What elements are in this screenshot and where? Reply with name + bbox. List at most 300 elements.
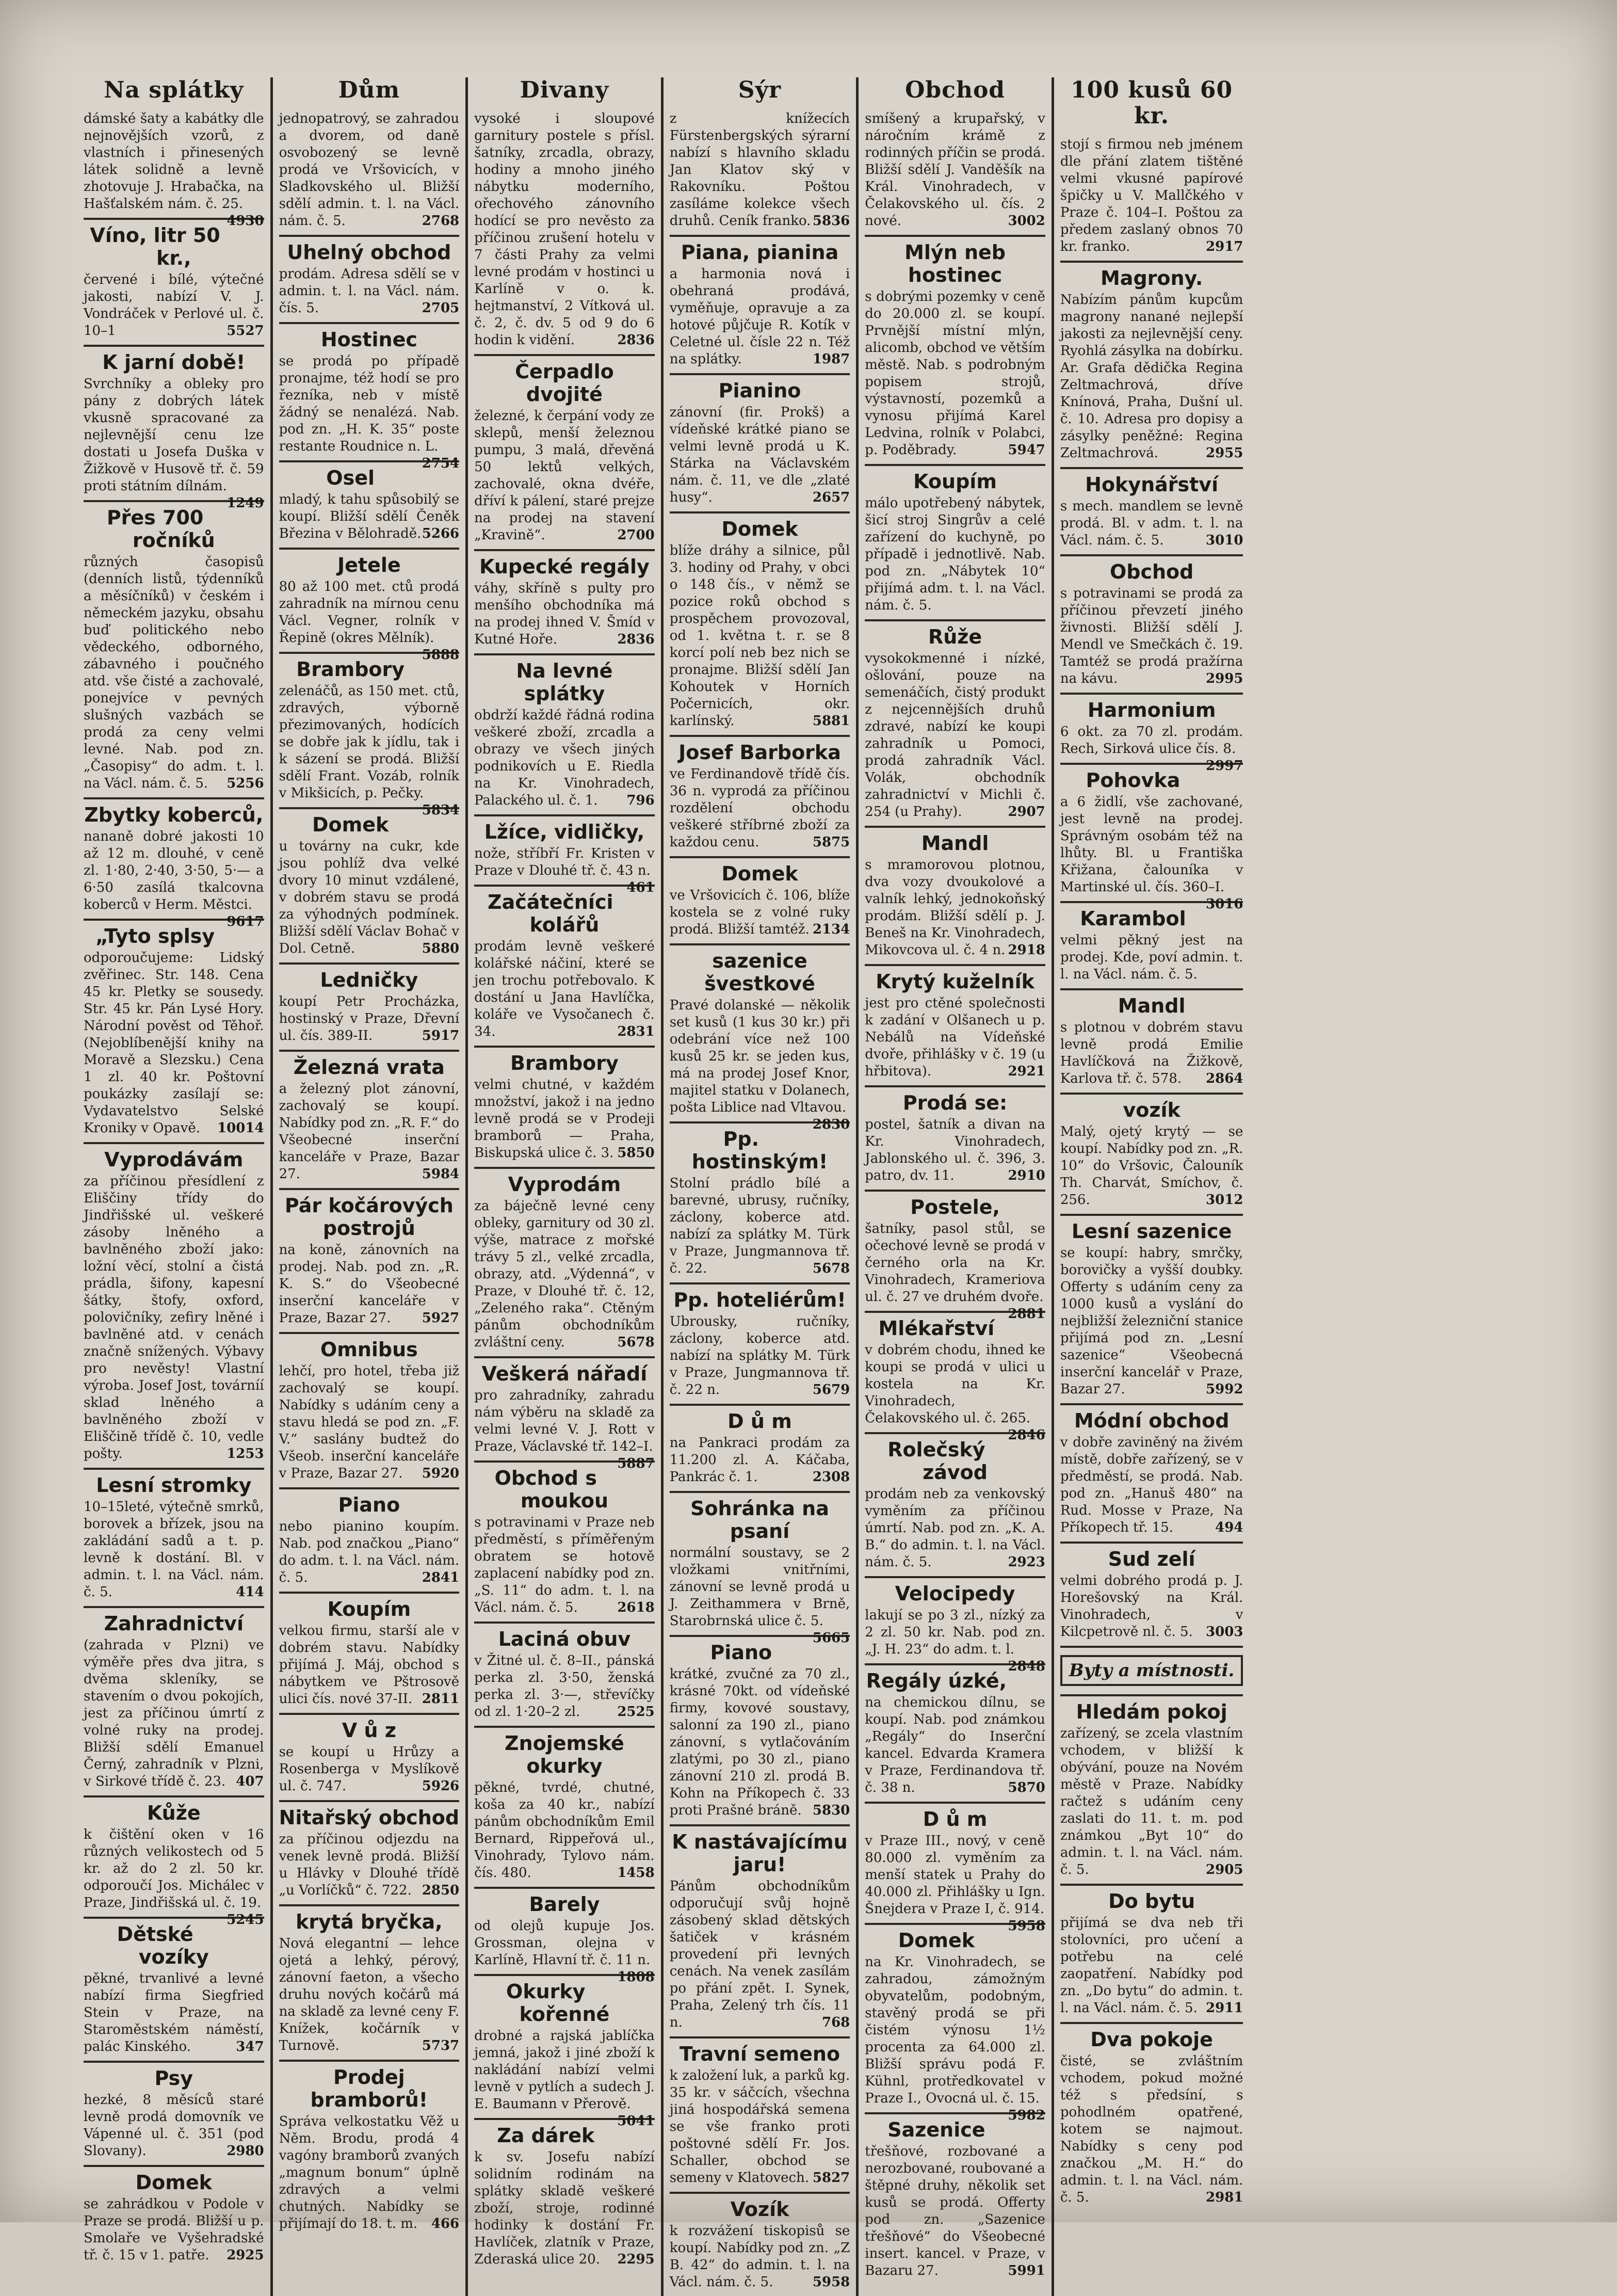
ad-body: normální soustavy, se 2 vložkami vnitřními, zánovní se levně prodá u J. Zeithammera v Brně, Starobrnská ulice č. 5. — [669, 1545, 850, 1629]
classified-ad — [474, 1358, 655, 1471]
ad-title: Hokynářství — [1085, 473, 1219, 496]
ad-body: a harmonia nová i obehraná prodává, vyměňuje, opravuje a za hotové půjčuje R. Kotík v Celetné ul. čísle 22 n. Též na splátky. — [669, 266, 850, 367]
ad-body: málo upotřebený nábytek, šicí stroj Singrův a celé zařízení do kuchyně, po případě i jednotlivě. Nab. pod zn. „Nábytek 10“ přijímá adm. t. l. na Václ. nám. č. 5. — [865, 495, 1045, 613]
ad-body: se koupí: habry, smrčky, borovičky a vyšší doubky. Offerty s udáním ceny za 1000 kusů a vyslání do nejbližší železniční stanice přijímá pod zn. „Lesní sazenice“ Všeobecná inserční kancelář v Praze, Bazar 27. — [1060, 1245, 1243, 1397]
ad-number: 2997 — [1206, 758, 1243, 774]
classified-ad — [1060, 263, 1243, 469]
ad-body: k čištění oken v 16 různých velikostech od 5 kr. až do 2 zl. 50 kr. odporoučí Jos. Michálec v Praze, Jindřišská ul. č. 19. — [84, 1827, 264, 1910]
ad-title: Vozík — [730, 2198, 789, 2221]
classified-ad — [1060, 469, 1243, 556]
ad-text — [279, 353, 460, 471]
ad-text — [279, 1744, 460, 1795]
classified-ad — [279, 1190, 460, 1334]
ad-body: váhy, skříně s pulty pro menšího obchodníka má na prodej ihned V. Šmíd v Kutné Hoře. — [474, 581, 655, 647]
ad-number: 5041 — [617, 2113, 655, 2129]
ad-text — [865, 857, 1045, 959]
classified-ad — [279, 1334, 460, 1489]
ad-text — [279, 1935, 460, 2054]
classified-ad — [84, 106, 264, 229]
ad-title: Obchod — [1109, 560, 1194, 583]
ad-body: pěkné, trvanlivé a levné nabízí firma Siegfried Stein v Praze, na Staroměstském náměstí, palác Kinského. — [84, 1971, 264, 2054]
ad-text — [670, 404, 850, 506]
ad-text — [474, 110, 655, 349]
ad-body: prodám levně veškeré kolářské náčiní, které se jen trochu potřebovalo. K dostání u Jana Havlíčka, koláře ve Vysočanech č. 34. — [474, 939, 655, 1039]
ad-body: pěkné, tvrdé, chutné, koša za 40 kr., nabízí pánům obchodníkům Emil Bernard, Rippeřová ul., Vinohrady, Tylovo nám. čís. 480. — [474, 1780, 655, 1881]
classified-ad — [279, 462, 460, 550]
classified-ad — [1060, 1886, 1243, 2024]
ad-number: 5984 — [422, 1166, 460, 1182]
classified-ad — [84, 1144, 264, 1470]
ad-text — [279, 579, 460, 663]
ad-number: 2905 — [1206, 1862, 1243, 1877]
ad-number: 5880 — [422, 941, 460, 956]
ad-title: Karambol — [1080, 907, 1186, 930]
ad-title: Mlékařství — [878, 1317, 995, 1340]
ad-text — [474, 1652, 655, 1721]
ad-text — [865, 1221, 1045, 1322]
classified-ad — [474, 106, 655, 356]
ad-body: s mech. mandlem se levně prodá. Bl. v adm. t. l. na Václ. nám. č. 5. — [1060, 499, 1243, 548]
ad-title: Kupecké regály — [479, 555, 650, 578]
classified-ad — [84, 1797, 264, 1928]
ad-title: sazenice švestkové — [704, 950, 815, 995]
ad-title: Jetele — [337, 554, 401, 576]
classified-ad — [865, 1804, 1045, 1934]
classified-ad — [84, 220, 264, 347]
ad-body: blíže dráhy a silnice, půl 3. hodiny od Prahy, v obci o 148 čís., v němž se pozice roků obchod s prospěchem provozoval, od 1. května t. r. se 8 korcí polí neb bez nich se pronajme. Bližší sdělí Jan Kohoutek v Horních Počernicích, okr. karlínský. — [669, 543, 850, 729]
classified-ad — [84, 347, 264, 511]
classified-ad — [474, 1728, 655, 1889]
ad-title: Osel — [326, 467, 375, 489]
ad-text — [670, 2067, 850, 2187]
ad-body: s plotnou v dobrém stavu levně prodá Emilie Havlíčková na Žižkově, Karlova tř. č. 578. — [1060, 1020, 1243, 1086]
classified-ad — [84, 799, 264, 929]
classified-ad — [865, 1434, 1045, 1578]
ad-number: 5679 — [812, 1382, 850, 1398]
ad-title: Železná vrata — [293, 1056, 445, 1079]
classified-ad — [670, 513, 850, 737]
ad-body: k rozvážení tiskopisů se koupí. Nabídky pod zn. „Z B. 42“ do admin. t. l. na Václ. nám. č. 5. — [669, 2223, 850, 2290]
ad-number: 2925 — [227, 2247, 264, 2263]
ad-number: 1249 — [227, 495, 264, 511]
ad-text — [1060, 585, 1243, 687]
ad-text — [1060, 292, 1243, 462]
ad-title: krytá bryčka, — [296, 1910, 443, 1933]
ad-text — [1060, 724, 1243, 774]
classified-ad — [279, 654, 460, 818]
classified-ad — [1060, 1696, 1243, 1886]
ad-body: železné, k čerpání vody ze sklepů, menší železnou pumpu, 3 malá, dřevěná 50 lektů velkých, zachovalé, okna dvéře, dříví k pálení, staré prejze na prodej na stavení „Kravině“. — [474, 408, 655, 543]
classified-ad — [865, 1087, 1045, 1192]
classified-ad — [670, 858, 850, 945]
ad-title: Přes 700 ročníků — [106, 506, 215, 552]
ad-body: jest pro ctěné společnosti k zadání v Olšanech u p. Nebálů na Vídeňské dvoře, přihlášky v č. 19 (u hřbitova). — [865, 996, 1045, 1079]
ad-text — [865, 1342, 1045, 1443]
classified-ad — [1060, 1216, 1243, 1405]
ad-number: 768 — [822, 2015, 850, 2030]
ad-title: Domek — [135, 2171, 212, 2194]
classified-ad — [865, 828, 1045, 966]
ad-title: Sohránka na psaní — [690, 1497, 829, 1543]
classified-ad — [1060, 1544, 1243, 1648]
ad-body: za příčinou přesídlení z Eliščiny třídy do Jindřišské ul. veškeré zásoby lněného a bavlněného zboží jako: ložní věcí, stolní a čistá prádla, šifony, kapesní šátky, štofy, oxford, polovičníky, zefiry lněné i bavlněné atd. v cenách značně snížených. Výbavy pro nevěsty! Vlastní výroba. Josef Jost, továrníí sklad lněného a bavlněného zboží v Eliščině třídě č. 10, vedle pošty. — [84, 1174, 264, 1462]
classified-ad — [670, 237, 850, 375]
ad-body: se prodá po případě pronajme, též hodí se pro řezníka, neb v místě žádný se nenalézá. Nab. pod zn. „H. K. 35“ poste restante Roudnice n. L. — [279, 354, 460, 454]
ad-text — [670, 1435, 850, 1486]
ad-text — [1060, 794, 1243, 912]
ad-body: pro zahradníky, zahradu nám výběru na skladě za velmi levné V. J. Rott v Praze, Václavské tř. 142–I. — [474, 1388, 655, 1454]
ad-body: jednopatrový, se zahradou a dvorem, od daně osvobozený se levně prodá ve Vršovicích, v Sladkovského ul. Bližší sdělí admin. t. l. na Václ. nám. č. 5. — [279, 111, 460, 229]
ad-number: 5870 — [1008, 1780, 1045, 1795]
ad-number: 5958 — [812, 2274, 850, 2290]
ad-number: 5947 — [1008, 442, 1045, 458]
ad-text — [84, 271, 264, 340]
ad-number: 2811 — [422, 1691, 460, 1707]
ad-title: Okurky kořenné — [506, 1980, 610, 2026]
ad-text — [670, 2223, 850, 2291]
ad-title: Módní obchod — [1074, 1409, 1230, 1432]
classified-ad — [865, 106, 1045, 237]
ad-title: Harmonium — [1087, 699, 1216, 721]
ad-number: 494 — [1215, 1520, 1243, 1535]
ad-text — [84, 376, 264, 511]
ad-body: na Pankraci prodám za 11.200 zl. A. Káčaba, Pankrác č. 1. — [669, 1435, 850, 1485]
ad-body: 6 okt. za 70 zl. prodám. Rech, Sirková ulice čís. 8. — [1060, 724, 1243, 757]
ad-title: Růže — [928, 625, 982, 648]
ad-title: Piano — [338, 1494, 400, 1516]
ad-text — [474, 707, 655, 809]
classified-ad — [279, 2062, 460, 2238]
ad-text — [865, 995, 1045, 1080]
ad-body: nananě dobré jakosti 10 až 12 m. dlouhé, v ceně zl. 1·80, 2·40, 3·50, 5·— a 6·50 zasílá tkalcovna koberců v Herm. Městci. — [84, 829, 264, 912]
ad-text — [1060, 1019, 1243, 1087]
ad-title: Prodej bramborů! — [310, 2066, 428, 2111]
ad-body: s dobrými pozemky v ceně do 20.000 zl. se koupí. Prvnější místní mlýn, alicomb, obchod ve větším městě. Nab. s podrobným popisem strojů, výstavností, pozemků a vynosu přijímá Karel Ledvina, rolník v Polabci, p. Poděbrady. — [865, 289, 1045, 458]
ad-text — [279, 993, 460, 1045]
ad-body: Ubrousky, ručníky, záclony, koberce atd. nabízí na splátky M. Türk v Praze, Jungmannova tř. č. 22 n. — [669, 1314, 850, 1398]
ad-title: Pp. hostinským! — [691, 1128, 828, 1173]
ad-title: Domek — [721, 518, 798, 540]
ad-number: 5917 — [422, 1028, 460, 1043]
ad-title: Nitařský obchod — [279, 1806, 460, 1829]
ad-text — [865, 288, 1045, 459]
ad-body: hezké, 8 měsíců staré levně prodá domovník ve Vápenné ul. č. 351 (pod Slovany). — [84, 2092, 264, 2159]
ad-body: se zahrádkou v Podole v Praze se prodá. Bližší u p. Smolaře ve Vyšehradské tř. č. 15 v 1. patře. — [84, 2196, 264, 2263]
ad-number: 5830 — [812, 1803, 850, 1818]
ad-number: 2955 — [1206, 445, 1243, 461]
classified-ad — [84, 1470, 264, 1608]
ad-number: 2768 — [422, 213, 460, 229]
classified-ad — [474, 1169, 655, 1358]
ad-title: Obchod s moukou — [494, 1467, 608, 1512]
ad-title: Mlýn neb hostinec — [904, 241, 1006, 286]
ad-text — [279, 1242, 460, 1327]
ad-body: 80 až 100 met. ctů prodá zahradník na mírnou cenu Václ. Vegner, rolník v Řepině (okres Mělník). — [279, 579, 460, 646]
ad-text — [84, 1826, 264, 1928]
classified-ad — [865, 966, 1045, 1087]
ad-text — [670, 542, 850, 730]
ad-text — [279, 1831, 460, 1899]
ad-number: 3002 — [1008, 213, 1045, 229]
ad-body: prodám neb za venkovský vyměním za příčinou úmrtí. Nab. pod zn. „K. A. B.“ do admin. t. l. na Václ. nám. č. 5. — [865, 1486, 1045, 1570]
ad-title: Domek — [312, 813, 389, 836]
ad-title: Za dárek — [497, 2124, 595, 2147]
classified-ad — [279, 1052, 460, 1190]
ad-text — [279, 1518, 460, 1586]
ad-body: přijímá se dva neb tři stolovníci, pro učení a potřebu na celé zaopatření. Nabídky pod zn. „Do bytu“ do admin. t. l. na Václ. nám. č. 5. — [1060, 1915, 1243, 2016]
ad-title: Na levné splátky — [516, 660, 613, 705]
ad-body: prodám. Adresa sdělí se v admin. t. l. na Václ. nám. čís. 5. — [279, 266, 460, 316]
column-6 — [1054, 77, 1250, 2296]
classified-ad — [474, 887, 655, 1048]
ad-title: Prodá se: — [902, 1091, 1008, 1114]
ad-title: Postele, — [910, 1196, 1000, 1218]
ad-number: 3003 — [1206, 1624, 1243, 1640]
ad-body: za příčinou odjezdu na venek levně prodá. Bližší u Hlávky v Dlouhé třídě „u Vorlíčků“ č. 722. — [279, 1832, 460, 1898]
classified-ad — [84, 2167, 264, 2269]
ad-number: 2657 — [812, 490, 850, 505]
ad-title: Kůže — [147, 1802, 201, 1824]
ad-text — [1060, 1434, 1243, 1536]
ad-body: s potravinami v Praze neb předměstí, s příměřeným obratem se hotově zaplacení nabídky pod zn. „S. 11“ do adm. t. l. na Václ. nám. č. 5. — [474, 1515, 655, 1615]
ad-number: 5926 — [422, 1778, 460, 1794]
ad-body: nebo pianino koupím. Nab. pod značkou „Piano“ do adm. t. l. na Václ. nám. č. 5. — [279, 1519, 460, 1585]
ad-text — [474, 1077, 655, 1162]
ad-title: Sazenice — [887, 2118, 985, 2141]
classified-ad — [279, 965, 460, 1052]
ad-body: obdrží každé řádná rodina veškeré zboží, zrcadla a obrazy ve všech jiných podnikovích u E. Riedla na Kr. Vinohradech, Palackého ul. č. 1. — [474, 708, 655, 808]
ad-number: 2921 — [1008, 1064, 1045, 1079]
ad-text — [1060, 1123, 1243, 1209]
ad-number: 3012 — [1206, 1192, 1243, 1208]
classified-ad — [865, 1192, 1045, 1322]
ad-body: krátké, zvučné za 70 zl., krásné 70kt. od vídeňské firmy, kovové soustavy, salonní za 190 zl., piano zánovní, s vytlačováním zlatými, po 30 zl., piano zánovní 210 zl. prodá B. Kohn na Příkopech č. 33 proti Prašné bráně. — [669, 1666, 850, 1818]
ad-text — [279, 2113, 460, 2233]
ad-title: Piana, pianina — [681, 241, 839, 264]
ad-body: a 6 židlí, vše zachované, jest levně na prodej. Správným osobám též na lhůty. Bl. u Františka Křižana, čalouníka v Martinské ul. čís. 360–I. — [1060, 794, 1243, 895]
classified-ad — [669, 1493, 850, 1646]
ad-text — [1060, 1245, 1243, 1398]
ad-number: 5266 — [422, 526, 460, 541]
ad-body: 10–15leté, výtečně smrků, borovek a břízek, jsou na zakládání sadů a t. p. levně k dostání. Bl. v admin. t. l. na Václ. nám. č. 5. — [84, 1499, 264, 1600]
ad-body: velmi pěkný jest na prodej. Kde, poví admin. t. l. na Václ. nám. č. 5. — [1060, 933, 1243, 982]
ad-title: Krytý kuželník — [876, 970, 1034, 993]
classified-ad — [84, 1608, 264, 1797]
classified-ad — [1060, 2024, 1243, 2211]
classified-ad — [279, 1715, 460, 1802]
ad-body: k sv. Josefu nabízí solidním rodinám na splátky skladě veškeré zboží, stroje, rodinné hodinky k dostání Fr. Havlíček, zlatník v Praze, Zderaská ulice 20. — [474, 2149, 655, 2267]
ad-number: 2881 — [1008, 1306, 1045, 1322]
ad-body: v dobře zaviněný na živém místě, dobře zařízený, se v předměstí, se prodá. Nab. pod zn. „Hanuš 480“ na Rud. Mosse v Praze, Na Příkopech tř. 15. — [1060, 1435, 1243, 1535]
column-3 — [468, 77, 664, 2296]
ad-text — [84, 1637, 264, 1790]
classified-ad — [84, 921, 264, 1144]
ad-number: 2618 — [617, 1600, 655, 1615]
ad-number: 2981 — [1206, 2190, 1243, 2205]
ad-title: Domek — [721, 862, 798, 885]
column-heading: Obchod — [905, 77, 1006, 103]
ad-number: 347 — [236, 2039, 264, 2054]
ad-title: Barely — [529, 1893, 600, 1916]
ad-number: 2525 — [617, 1704, 655, 1720]
classified-columns — [77, 77, 1445, 2290]
ad-title: Začátečníci kolářů — [488, 891, 613, 936]
ad-number: 3016 — [1206, 896, 1243, 912]
ad-title: Do bytu — [1108, 1890, 1195, 1913]
ad-number: 5958 — [1008, 1918, 1045, 1934]
ad-title: Piano — [710, 1641, 772, 1664]
ad-body: lehčí, pro hotel, třeba již zachovalý se koupí. Nabídky s udáním ceny a stavu hledá se pod zn. „F. V.“ saslány budtež do Všeob. inserční kanceláře v Praze, Bazar 27. — [279, 1363, 460, 1481]
column-4 — [664, 77, 859, 2296]
column-heading: 100 kusů 60 kr. — [1071, 77, 1233, 129]
classified-ad — [474, 2120, 655, 2273]
ad-body: zánovní (fir. Prokš) a vídeňské krátké piano se velmi levně prodá u K. Stárka na Václavském nám. č. 11, ve dle „zlaté husy“. — [669, 405, 850, 505]
ad-title: Domek — [898, 1929, 975, 1952]
ad-title: Zahradnictví — [104, 1612, 244, 1635]
classified-ad — [474, 1624, 655, 1728]
ad-text — [84, 2092, 264, 2160]
ad-title: Lesní stromky — [96, 1474, 252, 1497]
ad-text — [865, 1833, 1045, 1934]
ad-text — [84, 828, 264, 929]
classified-ad — [1060, 903, 1243, 990]
ad-title: Pár kočárových postrojů — [284, 1194, 454, 1240]
ad-body: třešňové, rozbované a nerozbované, roubované a štěpné druhy, několik set kusů se prodá. Offerty pod zn. „Sazenice třešňové“ do Všeobecné insert. kancel. v Praze, v Bazaru 27. — [865, 2144, 1045, 2278]
ad-title: Pohovka — [1086, 769, 1181, 792]
classified-ad — [474, 1976, 655, 2129]
ad-body: velmi chutné, v každém množství, jakož i na jedno levně prodá se v Prodeji bramborů — Praha, Biskupská ulice č. 3. — [474, 1077, 655, 1161]
column-heading: Dům — [338, 77, 400, 103]
ad-text — [474, 1918, 655, 1985]
classified-ad — [474, 356, 655, 551]
ad-text — [865, 650, 1045, 821]
ad-body: Pánům obchodníkům odporučují svůj hojně zásobený sklad dětských šatiček v krásném provedení při levných cenách. Na venek zasílám po přání zpět. I. Synek, Praha, Zelený trh čís. 11 n. — [669, 1878, 850, 2030]
ad-title: Zbytky koberců, — [84, 804, 264, 826]
section-heading: Byty a místnosti. — [1060, 1655, 1243, 1686]
ad-body: Nabízím pánům kupcům magrony nanané nejlepší jakosti za nejlevnější ceny. Ryohlá zásylka na dobírku. Ar. Grafa dědička Regina Zeltmachrová, dříve Knínová, Praha, Dušní ul. č. 10. Adresa pro dopisy a zásylky peněžné: Regina Zeltmachrová. — [1060, 292, 1243, 461]
ad-text — [1060, 498, 1243, 549]
ad-number: 1987 — [812, 351, 850, 367]
ad-text — [1060, 1915, 1243, 2017]
classified-ad — [1060, 765, 1243, 912]
ad-number: 466 — [431, 2216, 460, 2231]
ad-number: 2754 — [422, 456, 460, 471]
ad-number: 407 — [236, 1774, 264, 1789]
ad-text — [1060, 1725, 1243, 1878]
ad-body: šatníky, pasol stůl, se očechové levně se prodá v černého orla na Kr. Vinohradech, Krameriova ul. č. 27 ve druhém dvoře. — [865, 1221, 1045, 1305]
classified-ad — [865, 1578, 1045, 1674]
ad-title: Psy — [154, 2067, 193, 2090]
ad-number: 9617 — [227, 914, 264, 929]
ad-body: odporoučujeme: Lidský zvěřinec. Str. 148. Cena 45 kr. Pletky se sousedy. Str. 45 kr. Pán Lysé Hory. Národní pověst od Těhoř. (Nejoblíbenější knihy na Moravě a Slezsku.) Cena 1 zl. 40 kr. Poštovní poukázky zasílají se: Vydavatelstvo Selské Kroniky v Opavě. — [84, 950, 264, 1136]
ad-body: drobné a rajská jablíčka jemná, jakož i jiné zboží k nakládání nabízí velmi levně v pytlích a sudech J. E. Baumann v Přerově. — [474, 2028, 655, 2112]
ad-text — [279, 110, 460, 230]
ad-text — [84, 2196, 264, 2264]
ad-title: D ů m — [923, 1808, 988, 1831]
ad-number: 5982 — [1008, 2108, 1045, 2123]
ad-text — [865, 1116, 1045, 1184]
ad-number: 2980 — [227, 2143, 264, 2159]
ad-text — [670, 887, 850, 938]
ad-text — [474, 408, 655, 544]
ad-number: 1253 — [227, 1446, 264, 1462]
ad-title: Sud zelí — [1108, 1548, 1195, 1570]
classified-ad — [670, 1637, 850, 1826]
ad-title: Ledničky — [320, 969, 418, 991]
classified-ad — [474, 1463, 655, 1624]
ad-text — [865, 1607, 1045, 1674]
classified-ad — [1060, 695, 1243, 774]
ad-text — [474, 845, 655, 895]
ad-body: Správa velkostatku Věž u Něm. Brodu, prodá 4 vagóny bramborů zvaných „magnum bonum“ úplně zdravých a velmi chutných. Nabídky se přijímají do 18. t. m. — [279, 2114, 460, 2231]
ad-body: ve Vršovicích č. 106, blíže kostela se z volné ruky prodá. Bližší tamtéž. — [669, 888, 850, 937]
ad-text — [1060, 136, 1243, 255]
ad-number: 796 — [626, 793, 655, 808]
ad-number: 5665 — [812, 1630, 850, 1646]
ad-body: velkou firmu, starší ale v dobrém stavu. Nabídky přijímá J. Máj, obchod s nábytkem ve Pštrosově ulici čís. nové 37-II. — [279, 1623, 460, 1707]
ad-title: Mandl — [921, 832, 989, 855]
ad-title: Velocipedy — [895, 1582, 1015, 1605]
ad-title: Vyprodám — [508, 1173, 621, 1196]
ad-body: vysokokmenné i nízké, ošlování, pouze na semenáčích, čistý produkt z nejcennějších druhů zdravé, nabízí ke koupi zahradník u Pomoci, prodá zahradník Václ. Volák, obchodník zahradnictví v Michli č. 254 (u Prahy). — [865, 651, 1045, 820]
ad-body: v dobrém chodu, ihned ke koupi se prodá v ulici u kostela na Kr. Vinohradech, Čelakovského ul. č. 265. — [865, 1342, 1045, 1426]
ad-body: stojí s firmou neb jménem dle přání zlatem tištěné velmi vkusné papírové špičky u V. Mallčkého v Praze č. 104–I. Poštou za předem zaslaný obnos 70 kr. franko. — [1060, 137, 1243, 254]
classified-ad — [279, 1489, 460, 1594]
column-heading: Na splátky — [104, 77, 244, 103]
ad-text — [865, 1954, 1045, 2123]
classified-ad — [1060, 132, 1243, 263]
ad-number: 3010 — [1206, 533, 1243, 548]
classified-ad — [279, 550, 460, 663]
ad-title: „Tyto splsy — [95, 925, 215, 948]
ad-title: Koupím — [913, 470, 997, 493]
ad-text — [1060, 2053, 1243, 2206]
ad-number: 5737 — [422, 2038, 460, 2053]
ad-text — [279, 1623, 460, 1708]
ad-number: 461 — [626, 880, 655, 895]
ad-body: z knížecích Fürstenbergských sýrarní nabízí s hlavního skladu Jan Klatov ský v Rakovníku. Poštou zasíláme kolekce všech druhů. Ceník franko. — [669, 111, 850, 229]
classified-ad — [670, 106, 850, 237]
ad-number: 5850 — [617, 1145, 655, 1161]
ad-number: 5888 — [422, 647, 460, 663]
ad-title: Brambory — [296, 658, 405, 681]
ad-text — [279, 266, 460, 317]
classified-ad — [84, 2063, 264, 2167]
ad-text — [279, 683, 460, 818]
ad-title: Uhelný obchod — [287, 241, 451, 264]
ad-number: 5881 — [812, 713, 850, 729]
ad-body: k založení luk, a parků kg. 35 kr. v sáčcích, všechna jiná hospodářská semena se vše franko proti poštovné sdělí Fr. Jos. Schaller, obchod se semeny v Klatovech. — [669, 2068, 850, 2186]
ad-title: Veškerá nářadí — [481, 1362, 648, 1385]
ad-title: Víno, litr 50 kr., — [90, 224, 220, 269]
ad-text — [474, 1779, 655, 1882]
ad-number: 2705 — [422, 300, 460, 316]
ad-body: Svrchníky a obleky pro pány z dobrých látek vkusně spracované za nejlevnější cenu lze dostati u Josefa Duška v Žižkově v Husově tř. č. 59 proti státním dílnám. — [84, 376, 264, 494]
classified-ad — [1060, 556, 1243, 695]
ad-title: Regály úzké, — [866, 1669, 1007, 1692]
ad-title: Lžíce, vidličky, — [484, 821, 645, 843]
ad-number: 2831 — [617, 1024, 655, 1039]
ad-text — [279, 1363, 460, 1482]
ad-text — [84, 110, 264, 229]
ad-body: s mramorovou plotnou, dva vozy dvoukolové a valník lehký, jednokoňský prodám. Bližší sdělí p. J. Beneš na Kr. Vinohradech, Mikovcova ul. č. 4 n. — [865, 857, 1045, 958]
ad-number: 5678 — [812, 1261, 850, 1276]
classified-ad — [84, 502, 264, 799]
ad-title: Pp. hoteliérům! — [673, 1289, 846, 1311]
ad-body: smíšený a krupařský, v náročním krámě z rodinných příčin se prodá. Bližší sdělí J. Vanděšík na Král. Vinohradech, v Čelakovského ul. čís. 2 nové. — [865, 111, 1045, 229]
classified-ad — [474, 551, 655, 655]
classified-ad — [84, 1919, 264, 2063]
